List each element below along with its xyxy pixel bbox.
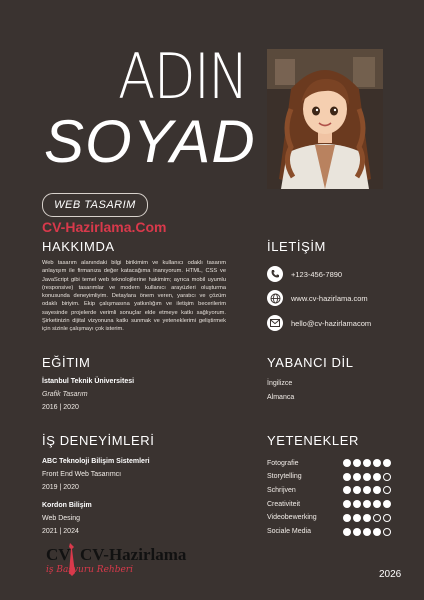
contact-email: hello@cv-hazirlamacom: [291, 318, 372, 328]
rating-dot-empty: [383, 514, 391, 522]
logo-main-text: CV-Hazirlama: [80, 545, 187, 564]
rating-dot-filled: [373, 528, 381, 536]
rating-dot-filled: [353, 500, 361, 508]
experience-years: 2021 | 2024: [42, 528, 79, 535]
rating-dot-empty: [383, 473, 391, 481]
rating-dot-filled: [343, 459, 351, 467]
role-badge: WEB TASARIM: [42, 193, 148, 217]
experience-company: Kordon Bilişim: [42, 502, 92, 509]
experience-company: ABC Teknoloji Bilişim Sistemleri: [42, 458, 150, 465]
skill-rating: [343, 486, 391, 494]
contact-email-row[interactable]: [267, 315, 371, 331]
rating-dot-filled: [343, 486, 351, 494]
svg-text:CV: CV: [46, 545, 71, 564]
about-title: HAKKIMDA: [42, 239, 115, 254]
rating-dot-filled: [383, 459, 391, 467]
skill-rating: [343, 514, 391, 522]
rating-dot-filled: [353, 528, 361, 536]
brand-text: CV-Hazirlama.Com: [42, 219, 167, 235]
skill-name: Schrijven: [267, 486, 296, 494]
experience-position: Front End Web Tasarımcı: [42, 471, 122, 478]
globe-icon: [267, 290, 283, 306]
education-title: EĞİTIM: [42, 355, 91, 370]
rating-dot-filled: [353, 473, 361, 481]
rating-dot-empty: [373, 514, 381, 522]
skill-row: [267, 485, 391, 495]
rating-dot-filled: [343, 528, 351, 536]
education-school: İstanbul Teknik Üniversitesi: [42, 378, 135, 385]
education-program: Grafik Tasarım: [42, 391, 88, 398]
contact-website-row[interactable]: [267, 290, 368, 306]
rating-dot-filled: [353, 486, 361, 494]
about-text: Web tasarım alanındaki bilgi birikimim ve kullanıcı odaklı tasarım anlayışım ile firmanıza değer katacağıma inanıyorum. HTML, CSS ve JavaScript gibi temel web teknolojilerine hakimim; ayrıca mobil uyumlu (responsive) tasarımlar ve modern kullanıcı arayüzleri oluşturma konusunda deneyimliyim. Detaylara önem veren, yaratıcı ve çözüm odaklı biriyim. Ekip çalışmasına yatkınlığım ve iletişim becerilerim sayesinde projelerde verimli sonuçlar elde etmeye katkı sağlıyorum. Şirketinizin dijital vizyonuna katkı sunmak ve yeteneklerimi geliştirmek için sizinle çalışmayı çok isterim.: [42, 260, 226, 333]
rating-dot-filled: [373, 486, 381, 494]
mail-icon: [267, 315, 283, 331]
rating-dot-filled: [373, 473, 381, 481]
skills-title: YETENEKLER: [267, 433, 359, 448]
rating-dot-filled: [343, 500, 351, 508]
rating-dot-filled: [363, 459, 371, 467]
skill-name: Storytelling: [267, 473, 302, 481]
last-name: SOYAD: [44, 108, 256, 175]
contact-title: İLETİŞİM: [267, 239, 326, 254]
languages-title: YABANCI DİL: [267, 355, 354, 370]
profile-photo: [267, 49, 383, 189]
experience-position: Web Desing: [42, 515, 81, 522]
rating-dot-filled: [343, 514, 351, 522]
contact-website: www.cv-hazirlama.com: [291, 293, 368, 303]
skill-row: [267, 513, 391, 523]
skill-rating: [343, 500, 391, 508]
rating-dot-filled: [363, 514, 371, 522]
phone-icon: [267, 266, 283, 282]
skill-name: Creativiteit: [267, 500, 301, 508]
skill-rating: [343, 528, 391, 536]
contact-phone-row[interactable]: [267, 266, 342, 282]
rating-dot-filled: [373, 500, 381, 508]
skill-rating: [343, 473, 391, 481]
skill-row: [267, 499, 391, 509]
rating-dot-filled: [373, 459, 381, 467]
experience-title: İŞ DENEYİMLERİ: [42, 433, 155, 448]
rating-dot-filled: [363, 528, 371, 536]
language-item: Almanca: [267, 394, 295, 401]
skill-row: [267, 458, 391, 468]
rating-dot-filled: [363, 500, 371, 508]
skill-row: [267, 527, 391, 537]
experience-years: 2019 | 2020: [42, 484, 79, 491]
year-text: 2026: [379, 569, 402, 580]
education-years: 2016 | 2020: [42, 404, 79, 411]
rating-dot-filled: [343, 473, 351, 481]
skill-name: Fotografie: [267, 459, 299, 467]
rating-dot-empty: [383, 528, 391, 536]
rating-dot-filled: [353, 514, 361, 522]
contact-phone: +123-456-7890: [291, 269, 343, 279]
cv-hazirlama-logo: [44, 541, 212, 577]
rating-dot-filled: [363, 486, 371, 494]
skill-row: [267, 472, 391, 482]
skill-name: Videobewerking: [267, 514, 317, 522]
rating-dot-filled: [363, 473, 371, 481]
language-item: İngilizce: [267, 380, 293, 387]
first-name: ADIN: [118, 40, 248, 113]
rating-dot-empty: [383, 486, 391, 494]
rating-dot-filled: [353, 459, 361, 467]
skill-name: Sociale Media: [267, 528, 311, 535]
logo-sub-text: iş Başvuru Rehberi: [46, 565, 133, 575]
skill-rating: [343, 459, 391, 467]
rating-dot-filled: [383, 500, 391, 508]
